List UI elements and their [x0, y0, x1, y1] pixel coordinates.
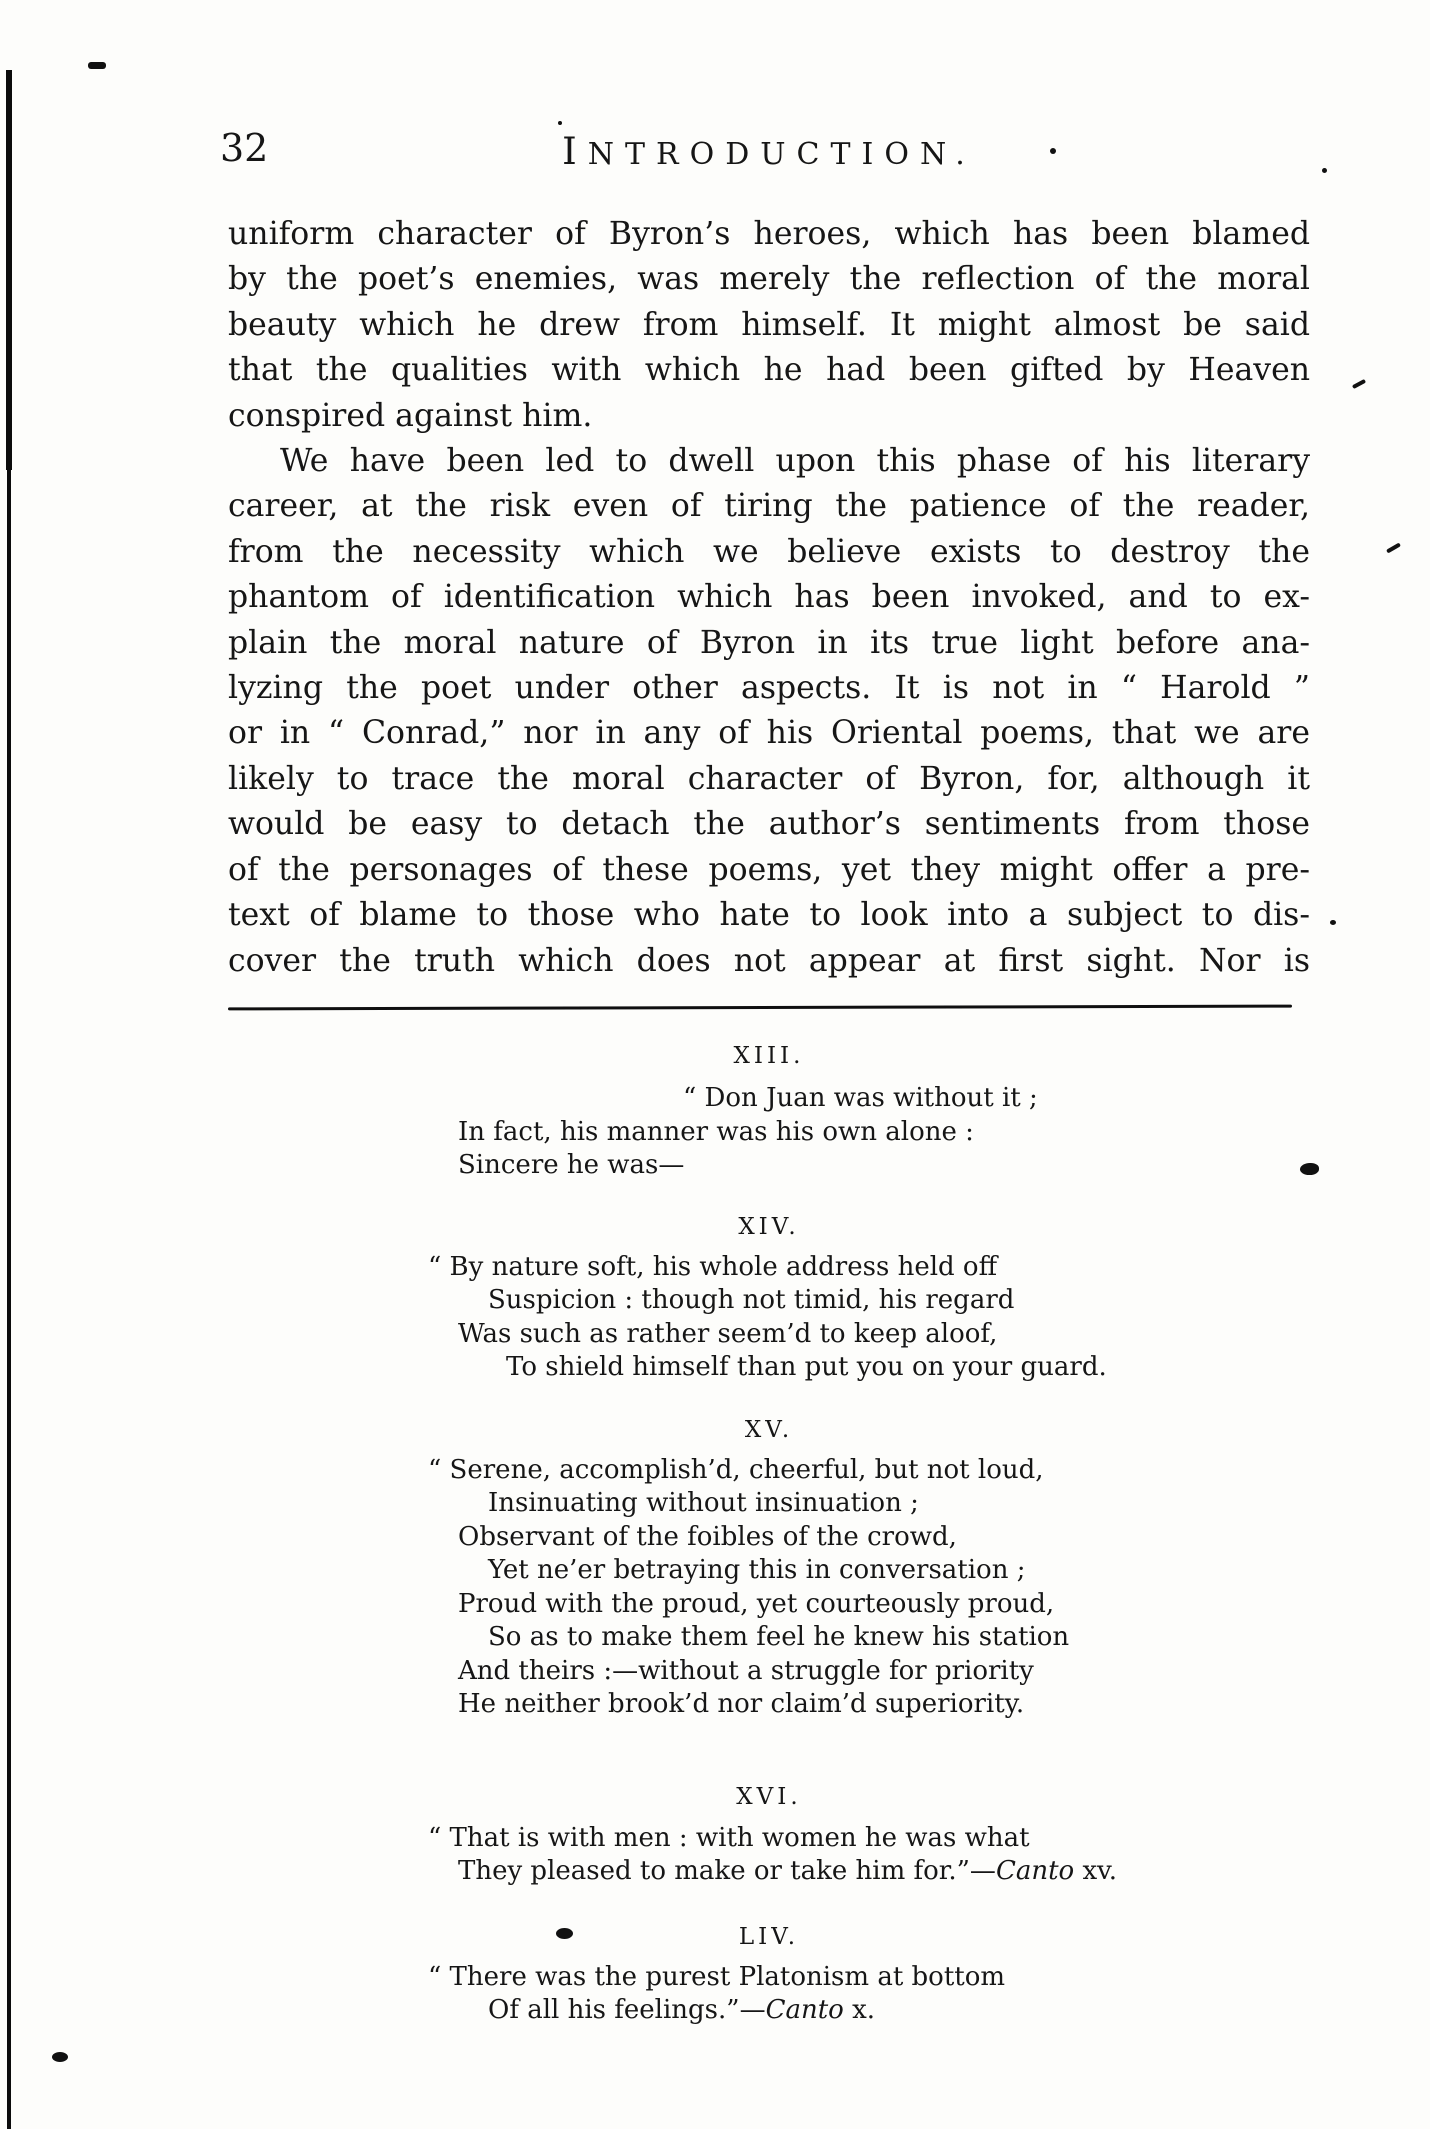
footnote-section — [228, 1781, 1310, 1888]
ink-speck — [88, 62, 106, 69]
verse-line — [228, 1688, 1310, 1721]
page-number: 32 — [220, 126, 269, 170]
body-line: text of blame to those who hate to look into a subject to dis- — [228, 897, 1310, 934]
page-header — [220, 124, 1310, 173]
verse-line — [228, 1655, 1310, 1688]
verse-text: Suspicion : though not timid, his regard — [488, 1285, 1015, 1316]
verse-text: “ By nature soft, his whole address held off — [428, 1252, 998, 1283]
verse-line — [228, 1318, 1310, 1351]
footnote-section — [228, 1921, 1310, 2028]
verse-line — [228, 1454, 1310, 1487]
ink-blot — [52, 2052, 68, 2062]
footnotes — [228, 1040, 1310, 2028]
footnote-section — [228, 1414, 1310, 1722]
footnote-section-heading: LIV. — [738, 1923, 800, 1950]
verse-line — [228, 1284, 1310, 1317]
verse-line — [228, 1351, 1310, 1384]
body-line: by the poet’s enemies, was merely the reflection of the moral — [228, 261, 1310, 298]
verse-text: Yet ne’er betraying this in conversation ; — [488, 1555, 1026, 1586]
running-head: INTRODUCTION. — [562, 130, 976, 173]
body-line: from the necessity which we believe exists to destroy the — [228, 533, 1310, 570]
verse-line — [228, 1149, 1310, 1182]
body-line: or in “ Conrad,” nor in any of his Oriental poems, that we are — [228, 715, 1310, 752]
verse-text: “ Don Juan was without it ; — [683, 1083, 1038, 1114]
ink-speck — [1330, 920, 1336, 925]
footnote-section-heading: XIV. — [738, 1213, 800, 1240]
verse-line — [228, 1116, 1310, 1149]
verse-text: “ Serene, accomplish’d, cheerful, but not loud, — [428, 1455, 1044, 1486]
verse-text: In fact, his manner was his own alone : — [458, 1116, 974, 1147]
verse-text: Observant of the foibles of the crowd, — [458, 1521, 957, 1552]
verse-text: “ That is with men : with women he was what — [428, 1822, 1030, 1853]
body-line: that the qualities with which he had been gifted by Heaven — [228, 352, 1310, 389]
footnote-section-heading: XV. — [744, 1416, 794, 1443]
verse-text: Of all his feelings.”— — [488, 1995, 766, 2026]
verse-line — [228, 1822, 1310, 1855]
body-line: We have been led to dwell upon this phase of his literary — [280, 443, 1310, 480]
footnote-section-heading: XIII. — [733, 1043, 805, 1069]
scan-edge-line — [7, 70, 11, 2129]
body-line: uniform character of Byron’s heroes, which has been blamed — [228, 216, 1310, 252]
verse-text: x. — [843, 1995, 876, 2026]
verse-text: And theirs :—without a struggle for priority — [458, 1655, 1034, 1686]
footnote-section-heading: XVI. — [736, 1784, 802, 1811]
ink-speck — [1386, 543, 1401, 554]
verse-line — [228, 1855, 1310, 1888]
verse-line — [228, 1487, 1310, 1520]
footnote-section — [228, 1040, 1310, 1183]
verse-line — [228, 1961, 1310, 1994]
verse-line — [228, 1251, 1310, 1284]
verse-text: Sincere he was— — [458, 1150, 685, 1181]
work-title: Canto — [765, 1995, 844, 2026]
footnote-divider — [228, 1005, 1292, 1011]
verse-line — [228, 1994, 1310, 2027]
body-text — [228, 212, 1310, 984]
footnote-section — [228, 1211, 1310, 1385]
verse-line — [228, 1521, 1310, 1554]
verse-text: Proud with the proud, yet courteously proud, — [458, 1588, 1055, 1619]
body-line: lyzing the poet under other aspects. It is not in “ Harold ” — [228, 670, 1310, 707]
verse-line — [228, 1621, 1310, 1654]
ink-speck — [1352, 379, 1366, 389]
verse-line — [228, 1554, 1310, 1587]
body-line: beauty which he drew from himself. It might almost be said — [228, 306, 1310, 343]
body-line: likely to trace the moral character of Byron, for, although it — [228, 760, 1310, 797]
body-line: career, at the risk even of tiring the patience of the reader, — [228, 488, 1310, 525]
verse-text: They pleased to make or take him for.”— — [458, 1856, 996, 1887]
body-line: conspired against him. — [228, 397, 593, 434]
verse-line — [228, 1588, 1310, 1621]
verse-text: So as to make them feel he knew his station — [488, 1622, 1070, 1653]
verse-line — [228, 1082, 1310, 1115]
work-title: Canto — [995, 1856, 1075, 1887]
ink-speck — [1322, 168, 1327, 173]
verse-text: Was such as rather seem’d to keep aloof, — [458, 1318, 998, 1349]
body-line: of the personages of these poems, yet they might offer a pre- — [228, 851, 1310, 888]
verse-text: To shield himself than put you on your guard. — [506, 1352, 1107, 1383]
body-line: phantom of identification which has been invoked, and to ex- — [228, 579, 1310, 616]
body-line: plain the moral nature of Byron in its true light before ana- — [228, 624, 1310, 661]
verse-text: xv. — [1074, 1856, 1117, 1887]
verse-text: “ There was the purest Platonism at bottom — [428, 1961, 1006, 1992]
body-line: cover the truth which does not appear at first sight. Nor is — [228, 942, 1310, 979]
body-line: would be easy to detach the author’s sentiments from those — [228, 806, 1310, 843]
verse-text: Insinuating without insinuation ; — [488, 1488, 919, 1519]
verse-text: He neither brook’d nor claim’d superiority. — [458, 1688, 1025, 1719]
